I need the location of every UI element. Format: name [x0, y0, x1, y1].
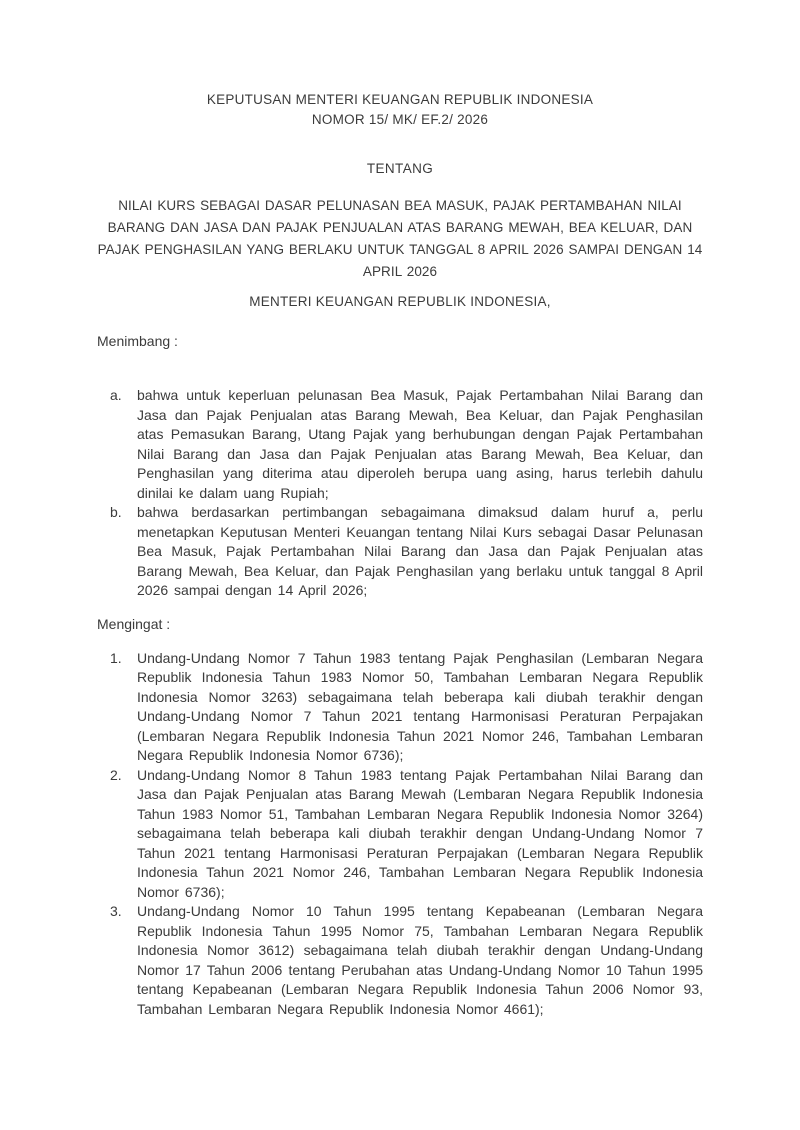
- list-item-text: Undang-Undang Nomor 10 Tahun 1995 tentang Kepabeanan (Lembaran Negara Republik Indonesia Tahun 1995 Nomor 75, Tambahan Lembaran Negara Republik Indonesia Nomor 3612) sebagaimana telah diubah terakhir dengan Undang-Undang Nomor 17 Tahun 2006 tentang Perubahan atas Undang-Undang Nomor 10 Tahun 1995 tentang Kepabeanan (Lembaran Negara Republik Indonesia Tahun 2006 Nomor 93, Tambahan Lembaran Negara Republik Indonesia Nomor 4661);: [137, 903, 703, 1017]
- list-item: [110, 766, 703, 903]
- list-item-text: bahwa untuk keperluan pelunasan Bea Masuk, Pajak Pertambahan Nilai Barang dan Jasa dan Pajak Penjualan atas Barang Mewah, Bea Keluar, dan Pajak Penghasilan atas Pemasukan Barang, Utang Pajak yang berhubungan dengan Pajak Pertambahan Nilai Barang dan Jasa dan Pajak Penjualan atas Barang Mewah, Bea Keluar, dan Penghasilan yang diterima atau diperoleh berupa uang asing, harus terlebih dahulu dinilai ke dalam uang Rupiah;: [137, 387, 703, 501]
- list-item-marker: 1.: [110, 649, 122, 666]
- list-item-text: Undang-Undang Nomor 8 Tahun 1983 tentang Pajak Pertambahan Nilai Barang dan Jasa dan Pajak Penjualan atas Barang Mewah (Lembaran Negara Republik Indonesia Tahun 1983 Nomor 51, Tambahan Lembaran Negara Republik Indonesia Nomor 3264) sebagaimana telah beberapa kali diubah terakhir dengan Undang-Undang Nomor 7 Tahun 2021 tentang Harmonisasi Peraturan Perpajakan (Lembaran Negara Republik Indonesia Tahun 2021 Nomor 246, Tambahan Lembaran Negara Republik Indonesia Nomor 6736);: [137, 766, 703, 900]
- menimbang-label: Menimbang :: [97, 333, 178, 349]
- list-item-marker: 2.: [110, 766, 122, 783]
- tentang-heading: TENTANG: [366, 161, 434, 176]
- list-item-text: bahwa berdasarkan pertimbangan sebagaimana dimaksud dalam huruf a, perlu menetapkan Keputusan Menteri Keuangan tentang Nilai Kurs sebagai Dasar Pelunasan Bea Masuk, Pajak Pertambahan Nilai Barang dan Jasa dan Pajak Penjualan atas Barang Mewah, Bea Keluar, dan Pajak Penghasilan yang berlaku untuk tanggal 8 April 2026 sampai dengan 14 April 2026;: [137, 504, 703, 598]
- decree-subject: NILAI KURS SEBAGAI DASAR PELUNASAN BEA MASUK, PAJAK PERTAMBAHAN NILAI BARANG DAN JASA DAN PAJAK PENJUALAN ATAS BARANG MEWAH, BEA KELUAR, DAN PAJAK PENGHASILAN YANG BERLAKU UNTUK TANGGAL 8 APRIL 2026 SAMPAI DENGAN 14 APRIL 2026: [97, 198, 703, 279]
- list-item: [110, 649, 703, 766]
- list-item: [110, 386, 703, 503]
- decree-number-line: NOMOR 15/ MK/ EF.2/ 2026: [311, 112, 489, 127]
- list-item-marker: 3.: [110, 903, 122, 919]
- issuer-line: MENTERI KEUANGAN REPUBLIK INDONESIA,: [249, 294, 551, 309]
- list-item: [110, 902, 703, 1019]
- list-item-text: Undang-Undang Nomor 7 Tahun 1983 tentang Pajak Penghasilan (Lembaran Negara Republik Indonesia Tahun 1983 Nomor 50, Tambahan Lembaran Negara Republik Indonesia Nomor 3263) sebagaimana telah beberapa kali diubah terakhir dengan Undang-Undang Nomor 7 Tahun 2021 tentang Harmonisasi Peraturan Perpajakan (Lembaran Negara Republik Indonesia Tahun 2021 Nomor 246, Tambahan Lembaran Negara Republik Indonesia Nomor 6736);: [137, 649, 703, 763]
- menimbang-list: [97, 386, 703, 601]
- list-item-marker: b.: [110, 504, 122, 520]
- decree-title-line: KEPUTUSAN MENTERI KEUANGAN REPUBLIK INDONESIA: [206, 92, 594, 107]
- mengingat-list: [97, 649, 703, 1020]
- decree-heading: [97, 90, 703, 130]
- mengingat-label: Mengingat :: [97, 615, 171, 632]
- list-item: [110, 503, 703, 601]
- list-item-marker: a.: [110, 387, 122, 403]
